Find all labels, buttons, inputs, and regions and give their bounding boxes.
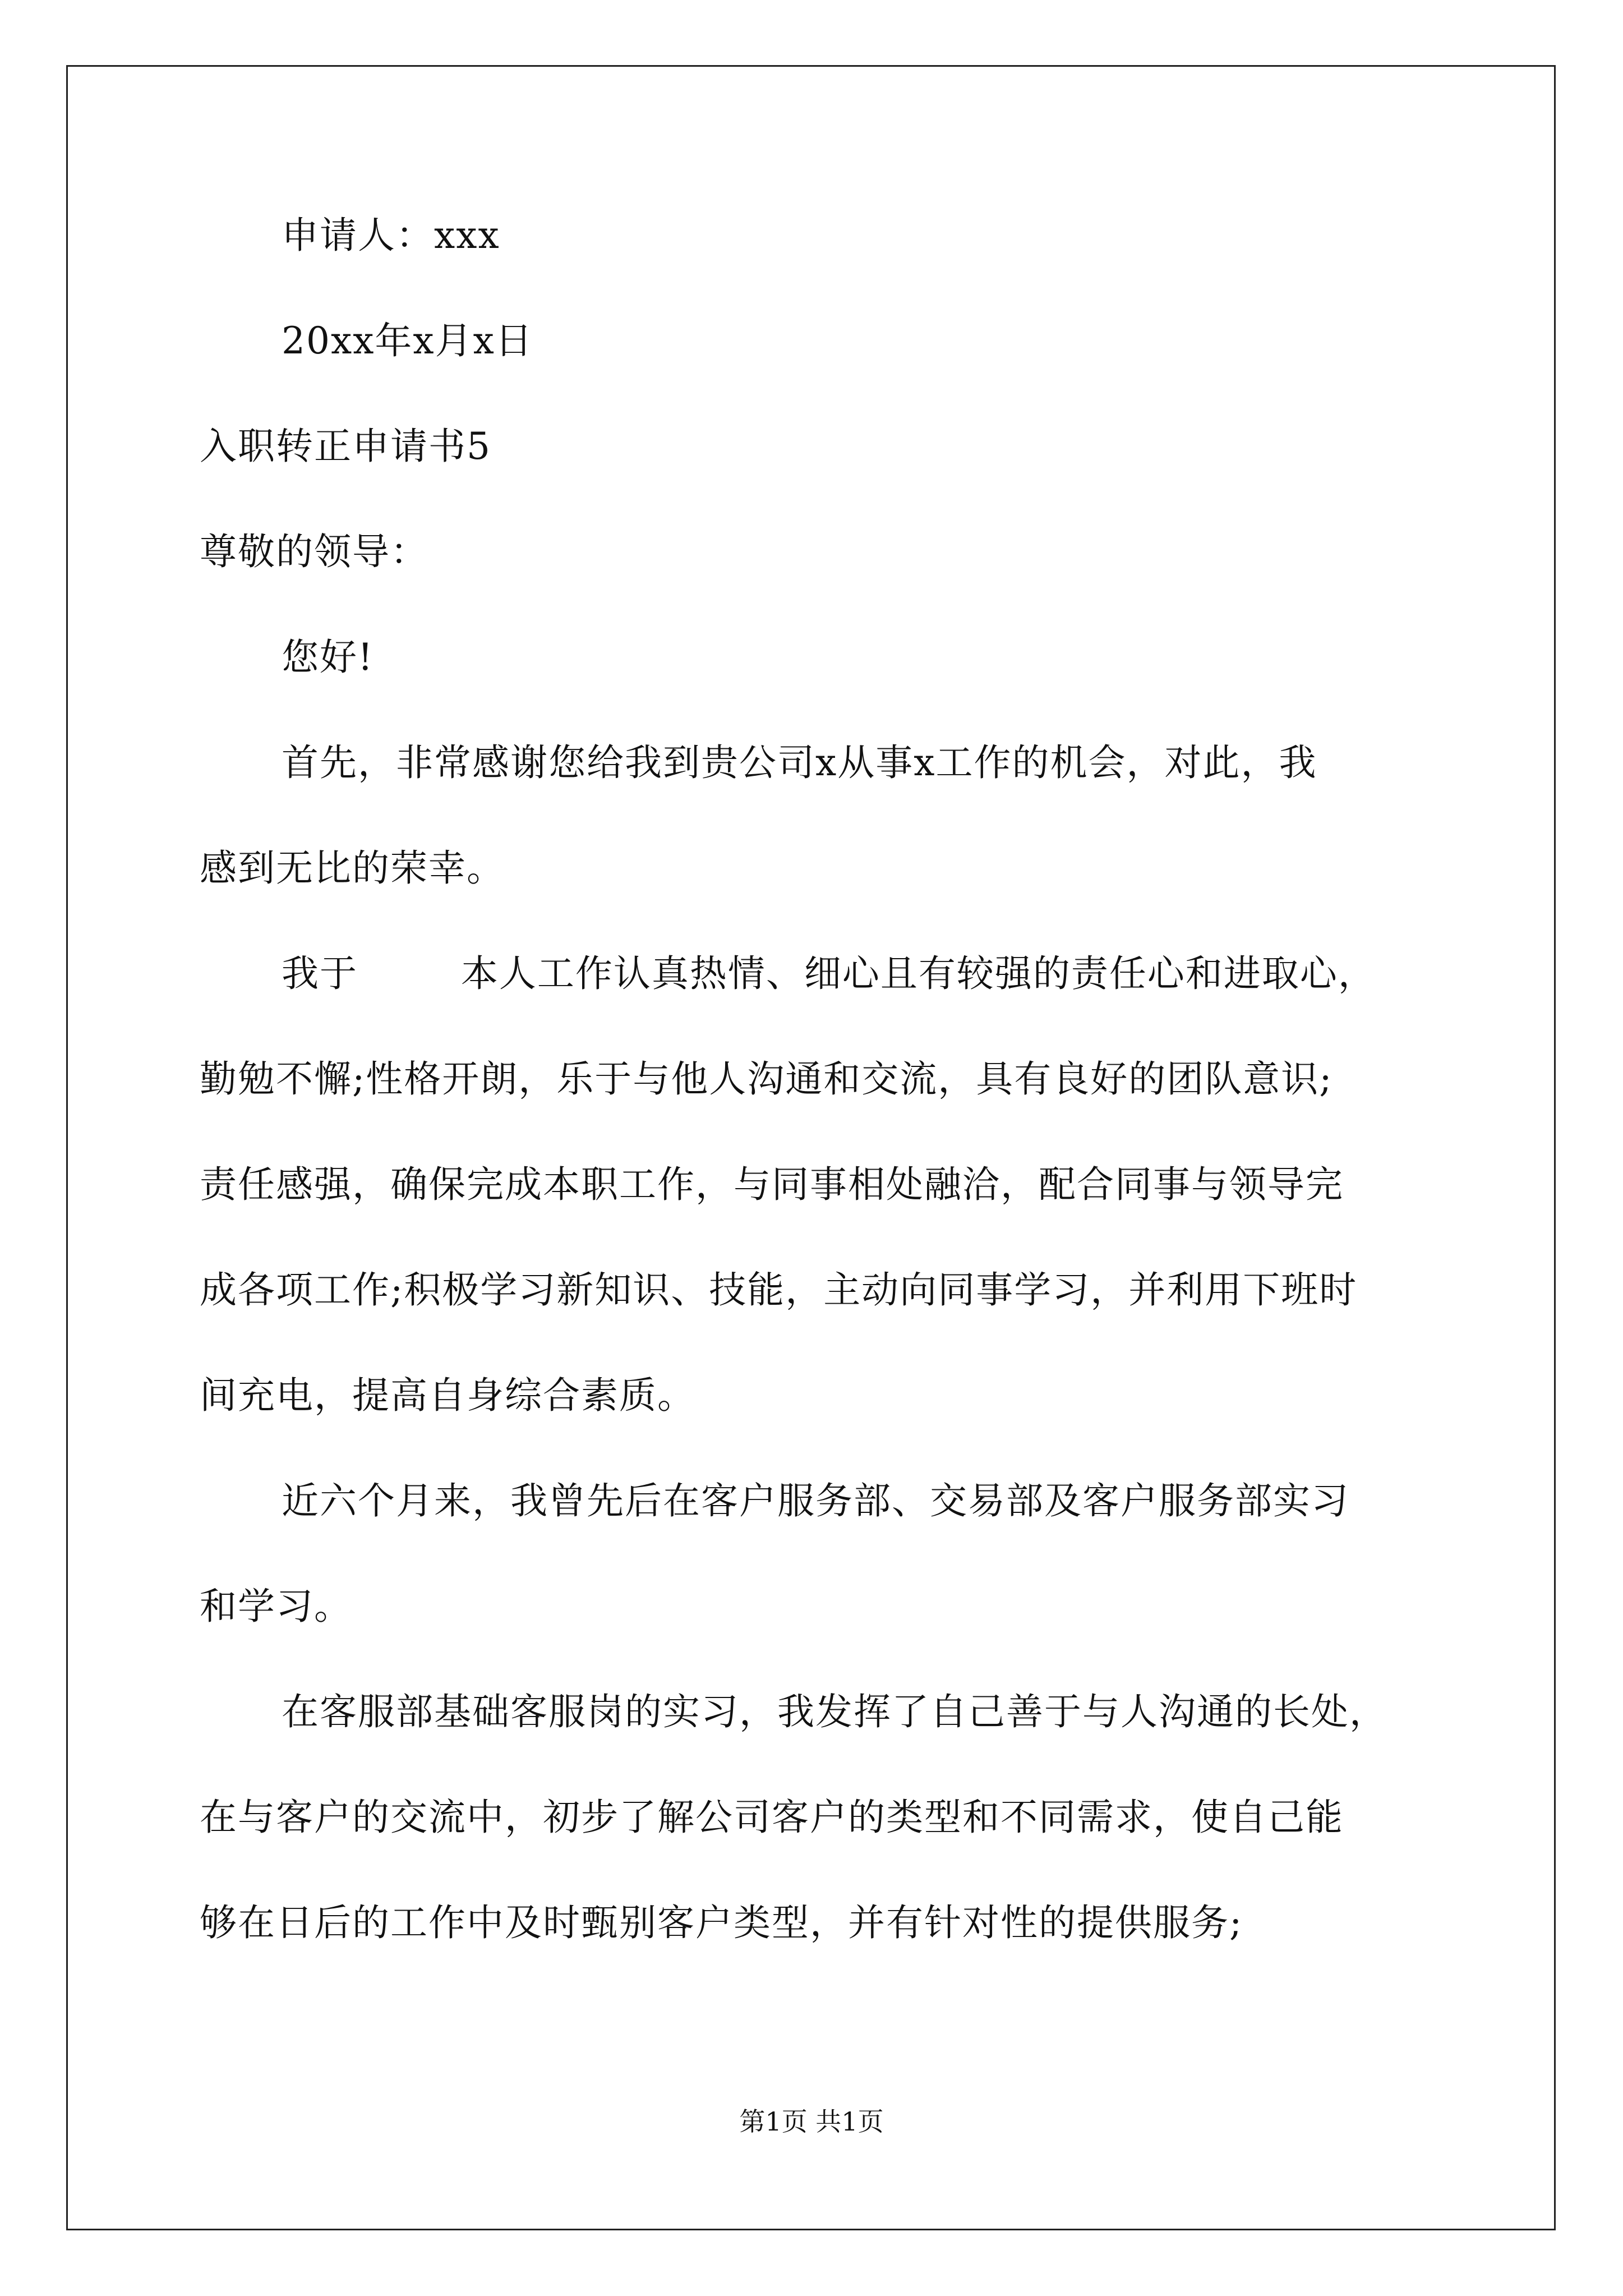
salutation: 尊敬的领导：	[200, 530, 428, 573]
paragraph-line: 感到无比的荣幸。	[200, 846, 505, 890]
paragraph-line: 和学习。	[200, 1585, 352, 1628]
paragraph-line: 成各项工作;积极学习新知识、技能，主动向同事学习，并利用下班时	[200, 1268, 1358, 1312]
section-title: 入职转正申请书5	[200, 425, 491, 468]
date-line: 20xx年x月x日	[282, 319, 533, 362]
applicant-line: 申请人：xxx	[282, 214, 500, 257]
paragraph-line: 间充电，提高自身综合素质。	[200, 1374, 695, 1417]
page-number: 第1页 共1页	[739, 2106, 884, 2137]
greeting: 您好!	[282, 636, 374, 679]
paragraph-line: 责任感强，确保完成本职工作，与同事相处融洽，配合同事与领导完	[200, 1163, 1344, 1206]
paragraph-line: 我于 本人工作认真热情、细心且有较强的责任心和进取心，	[282, 952, 1376, 995]
paragraph-line: 勤勉不懈;性格开朗，乐于与他人沟通和交流，具有良好的团队意识;	[200, 1057, 1333, 1101]
paragraph-line: 在与客户的交流中，初步了解公司客户的类型和不同需求，使自己能	[200, 1796, 1344, 1839]
paragraph-line: 首先，非常感谢您给我到贵公司x从事x工作的机会，对此，我	[282, 741, 1317, 784]
paragraph-line: 近六个月来，我曾先后在客户服务部、交易部及客户服务部实习	[282, 1479, 1349, 1522]
paragraph-line: 够在日后的工作中及时甄别客户类型，并有针对性的提供服务;	[200, 1901, 1243, 1944]
paragraph-line: 在客服部基础客服岗的实习，我发挥了自己善于与人沟通的长处，	[282, 1690, 1387, 1733]
